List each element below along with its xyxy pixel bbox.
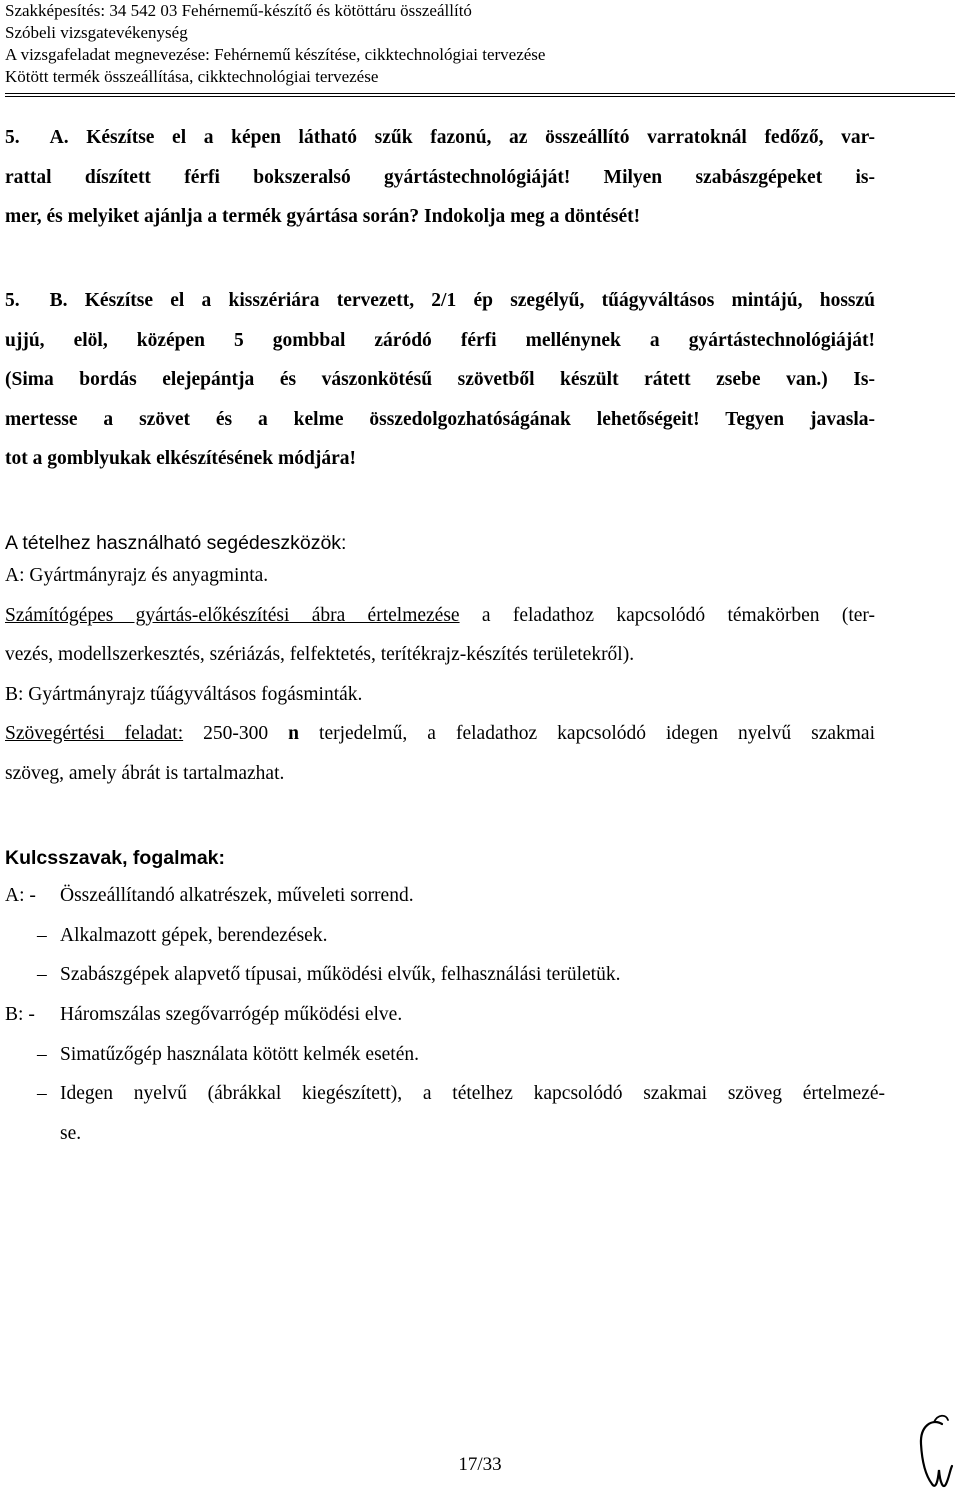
- page-number: 17/33: [458, 1454, 502, 1475]
- list-item: – Alkalmazott gépek, berendezések.: [5, 916, 885, 956]
- task-b-number: 5.: [5, 290, 20, 311]
- task-b-line-1: 5. B. Készítse el a kisszériára tervezett, 2/1 ép szegélyű, tűágyváltásos mintájú, hosszú: [5, 290, 875, 311]
- aids-b-line: B: Gyártmányrajz tűágyváltásos fogásminták.: [5, 683, 363, 705]
- keywords-b-list: [5, 995, 885, 1153]
- aids-body: [5, 556, 875, 793]
- aids-calc-line-2: vezés, modellszerkesztés, szériázás, felfektetés, terítékrajz-készítés területekről).: [5, 644, 635, 665]
- list-item: se.: [60, 1122, 82, 1144]
- aids-text-line-2: szöveg, amely ábrát is tartalmazhat.: [5, 762, 285, 784]
- task-b-line-2: ujjú, elöl, középen 5 gombbal záródó férfi mellénynek a gyártástechnológiáját!: [5, 329, 875, 351]
- aids-calc-label: Számítógépes gyártás-előkészítési ábra értelmezése: [5, 604, 460, 626]
- aids-calc-line-1: Számítógépes gyártás-előkészítési ábra értelmezése a feladathoz kapcsolódó témakörben (ter-: [5, 604, 875, 626]
- dash-bullet: –: [37, 964, 47, 985]
- document-header: [5, 0, 545, 88]
- header-exam-type: Szóbeli vizsgatevékenység: [5, 23, 188, 42]
- aids-text-line-1: Szövegértési feladat: 250-300 n terjedelmű, a feladathoz kapcsolódó idegen nyelvű szakmai: [5, 723, 875, 744]
- task-b: [5, 281, 875, 479]
- header-qualification: Szakképesítés: 34 542 03 Fehérnemű-készítő és kötöttáru összeállító: [5, 1, 472, 20]
- header-task-name: A vizsgafeladat megnevezése: Fehérnemű készítése, cikktechnológiai tervezése: [5, 45, 546, 64]
- task-a-letter: A.: [49, 127, 69, 148]
- aids-text-label: Szövegértési feladat:: [5, 723, 184, 744]
- task-a-number: 5.: [5, 127, 20, 148]
- dash-bullet: –: [37, 1043, 47, 1065]
- signature-icon: [912, 1410, 956, 1500]
- keywords-b-prefix: B: -: [5, 1004, 35, 1025]
- keywords-title: Kulcsszavak, fogalmak:: [5, 847, 226, 869]
- aids-a-line: A: Gyártmányrajz és anyagminta.: [5, 565, 269, 586]
- task-a-line-3: mer, és melyiket ajánlja a termék gyártása során? Indokolja meg a döntését!: [5, 206, 641, 227]
- task-b-line-5: tot a gomblyukak elkészítésének módjára!: [5, 448, 356, 469]
- list-item: – Idegen nyelvű (ábrákkal kiegészített), a tételhez kapcsolódó szakmai szöveg értelmezé-: [5, 1074, 885, 1114]
- dash-bullet: –: [37, 1083, 47, 1104]
- task-b-line-3: (Sima bordás elejepántja és vászonkötésű szövetből készült rátett zsebe van.) Is-: [5, 369, 875, 390]
- task-b-line-4: mertesse a szövet és a kelme összedolgozhatóságának lehetőségeit! Tegyen javasla-: [5, 408, 875, 430]
- task-b-letter: B.: [49, 290, 68, 311]
- list-item: B: - Háromszálas szegővarrógép működési elve.: [5, 995, 885, 1035]
- header-task-subtitle: Kötött termék összeállítása, cikktechnológiai tervezése: [5, 67, 379, 86]
- task-a: [5, 118, 875, 237]
- keywords-a-prefix: A: -: [5, 885, 36, 906]
- list-item: – Simatűzőgép használata kötött kelmék esetén.: [5, 1035, 885, 1075]
- header-rule-top: [5, 93, 955, 94]
- task-a-line-1: 5. A. Készítse el a képen látható szűk fazonú, az összeállító varratoknál fedőző, var-: [5, 127, 876, 148]
- header-rule-bottom: [5, 96, 955, 97]
- keywords-a-list: [5, 876, 885, 995]
- dash-bullet: –: [37, 924, 47, 946]
- list-item: A: - Összeállítandó alkatrészek, műveleti sorrend.: [5, 876, 885, 916]
- task-a-line-2: rattal díszített férfi bokszeralsó gyártástechnológiáját! Milyen szabászgépeket is-: [5, 166, 875, 188]
- aids-title: A tételhez használható segédeszközök:: [5, 532, 347, 554]
- list-item: – Szabászgépek alapvető típusai, működési elvűk, felhasználási területük.: [5, 955, 885, 995]
